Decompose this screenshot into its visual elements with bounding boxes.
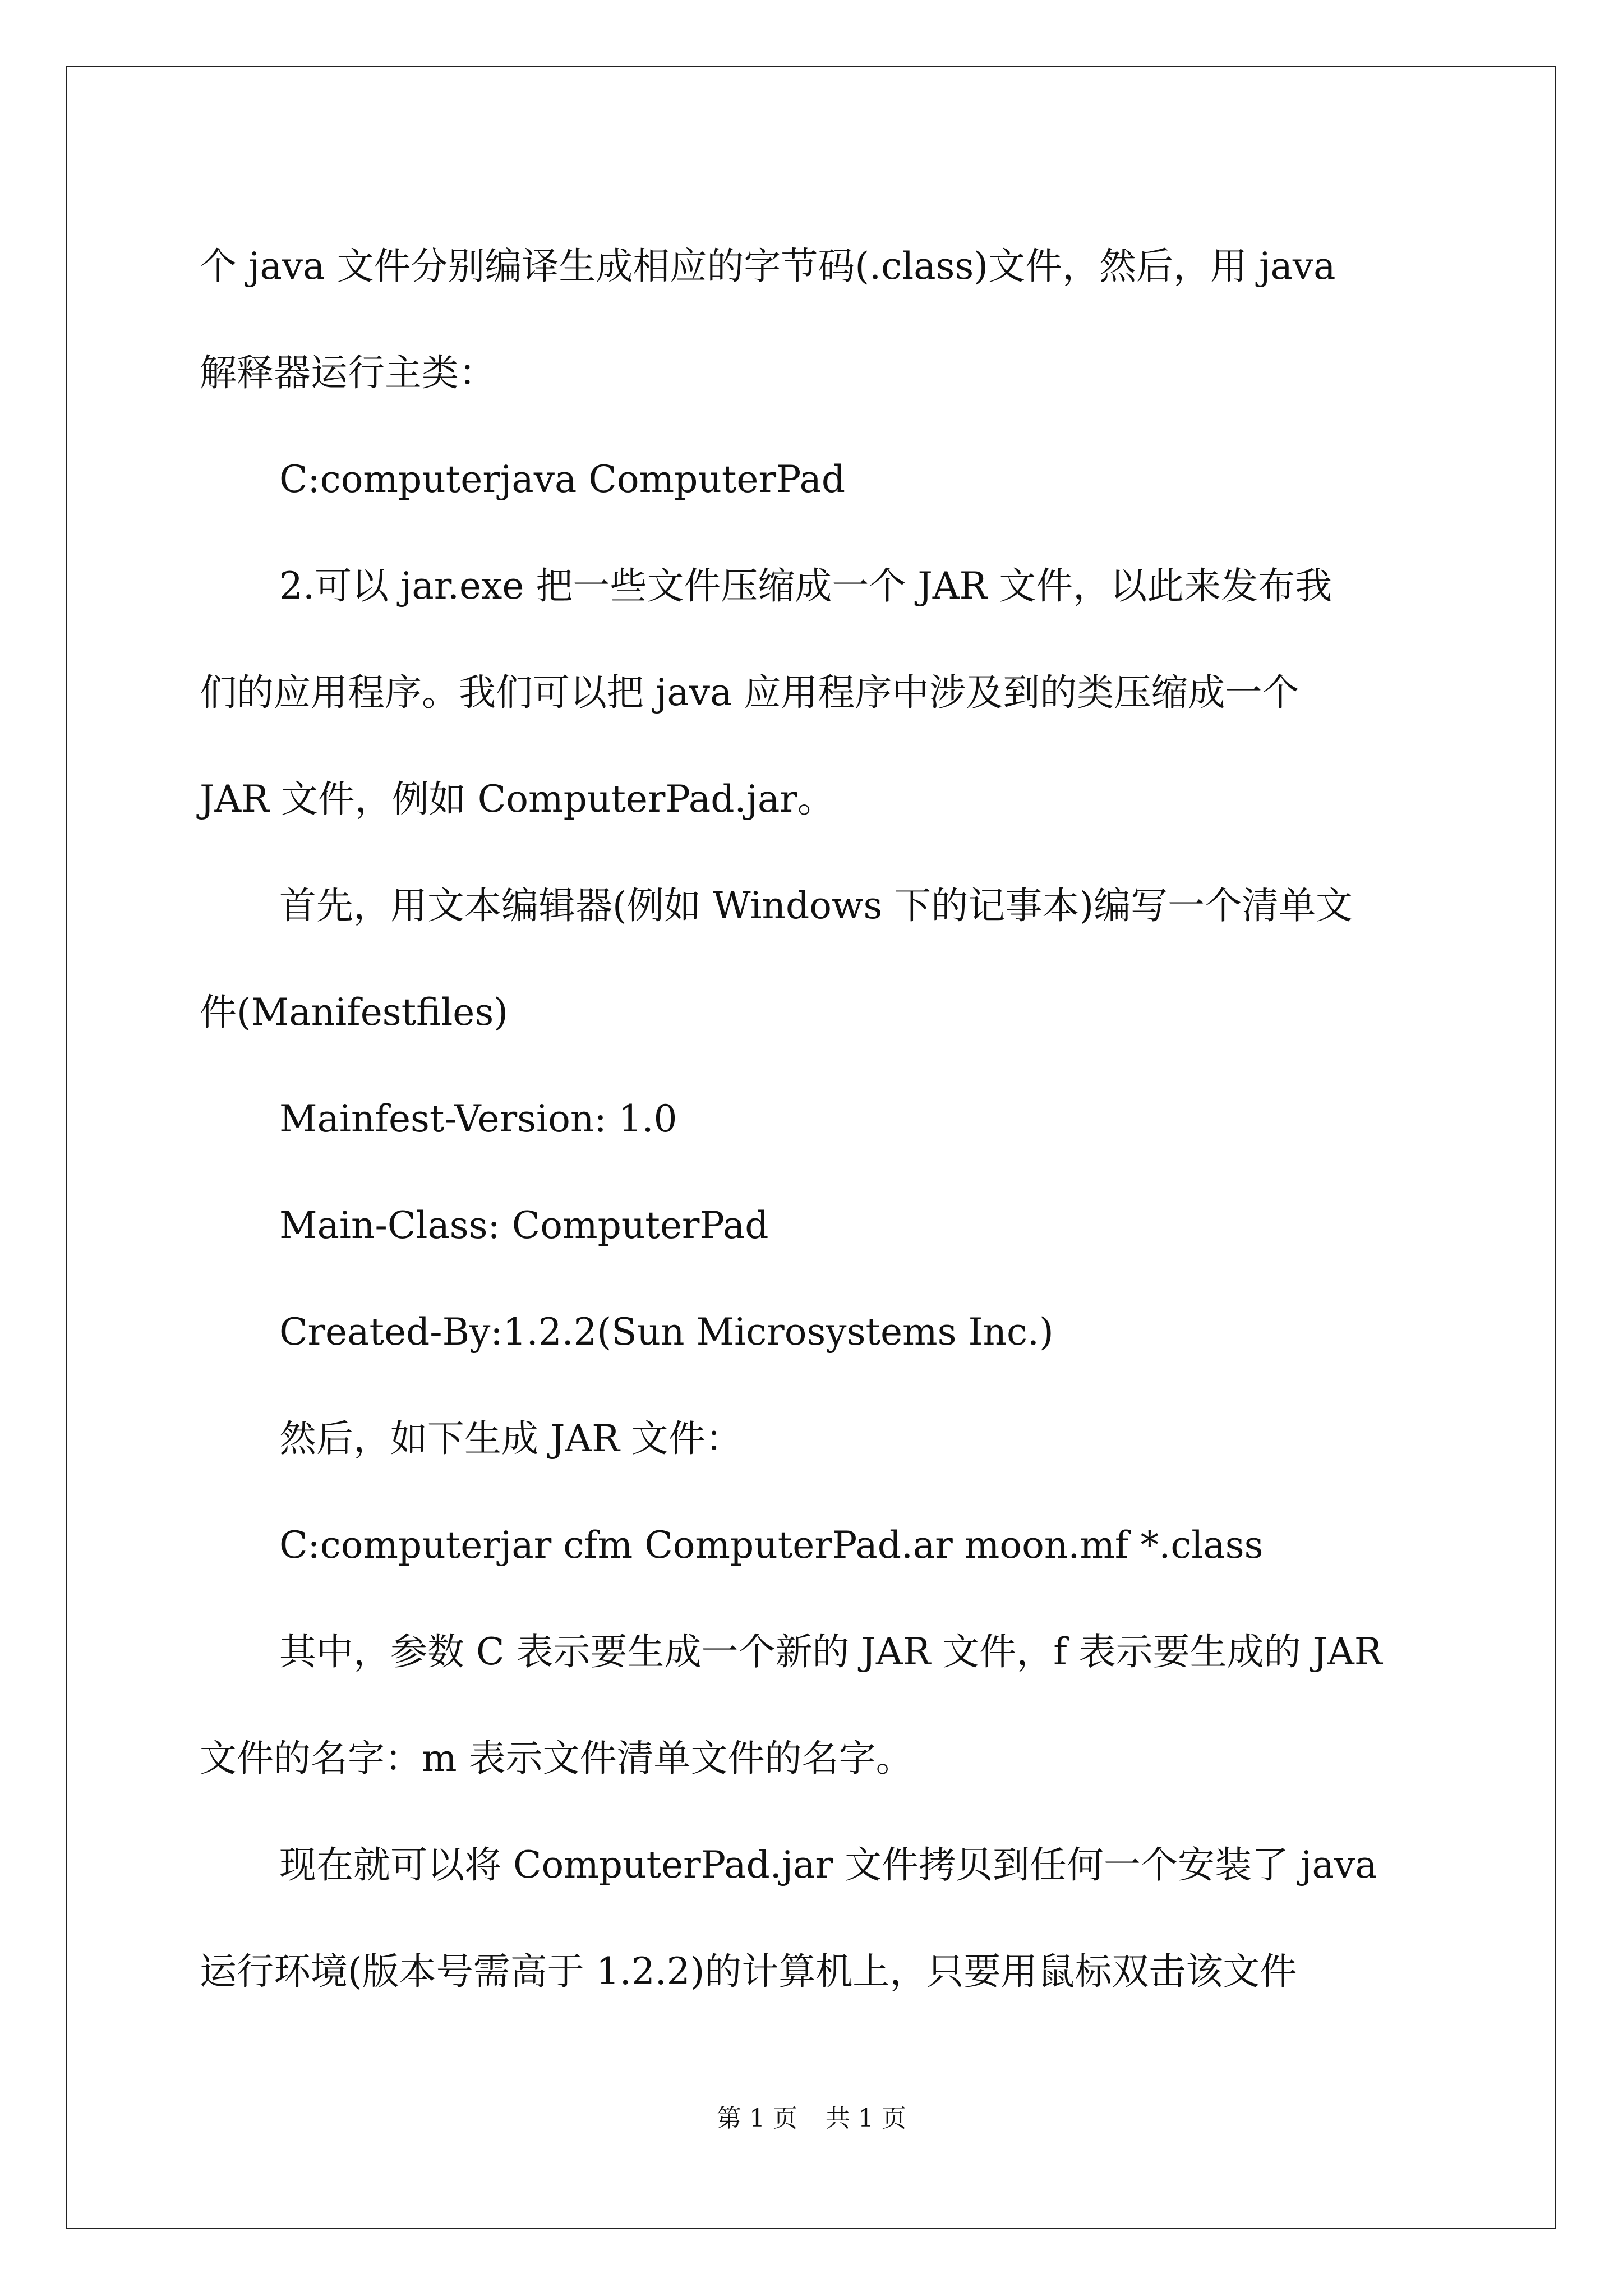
text-line-7: 首先，用文本编辑器(例如 Windows 下的记事本)编写一个清单文	[279, 884, 1353, 927]
text-line-13: C:computerjar cfm ComputerPad.ar moon.mf *.class	[279, 1524, 1264, 1567]
text-line-10: Main-Class: ComputerPad	[279, 1204, 769, 1247]
text-line-9: Mainfest-Version: 1.0	[279, 1097, 677, 1140]
text-line-5: 们的应用程序。我们可以把 java 应用程序中涉及到的类压缩成一个	[200, 671, 1299, 714]
page-footer	[0, 2098, 1623, 2134]
text-line-17: 运行环境(版本号需高于 1.2.2)的计算机上，只要用鼠标双击该文件	[200, 1950, 1297, 1993]
text-line-4: 2.可以 jar.exe 把一些文件压缩成一个 JAR 文件，以此来发布我	[279, 564, 1332, 608]
text-line-8: 件(Manifestfiles)	[200, 991, 508, 1034]
text-line-1: 个 java 文件分别编译生成相应的字节码(.class)文件，然后，用 java	[200, 245, 1336, 288]
text-line-14: 其中，参数 C 表示要生成一个新的 JAR 文件，f 表示要生成的 JAR	[279, 1630, 1382, 1673]
text-line-16: 现在就可以将 ComputerPad.jar 文件拷贝到任何一个安装了 java	[279, 1843, 1377, 1887]
document-body	[200, 213, 1433, 2025]
text-line-15: 文件的名字：m 表示文件清单文件的名字。	[200, 1737, 913, 1780]
text-line-12: 然后，如下生成 JAR 文件：	[279, 1417, 743, 1460]
text-line-3: C:computerjava ComputerPad	[279, 458, 846, 501]
text-line-2: 解释器运行主类：	[200, 351, 496, 394]
text-line-11: Created-By:1.2.2(Sun Microsystems Inc.)	[279, 1310, 1054, 1354]
text-line-6: JAR 文件，例如 ComputerPad.jar。	[200, 777, 834, 821]
page-number-current: 第 1 页	[717, 2104, 797, 2133]
page-number-total: 共 1 页	[826, 2104, 906, 2133]
